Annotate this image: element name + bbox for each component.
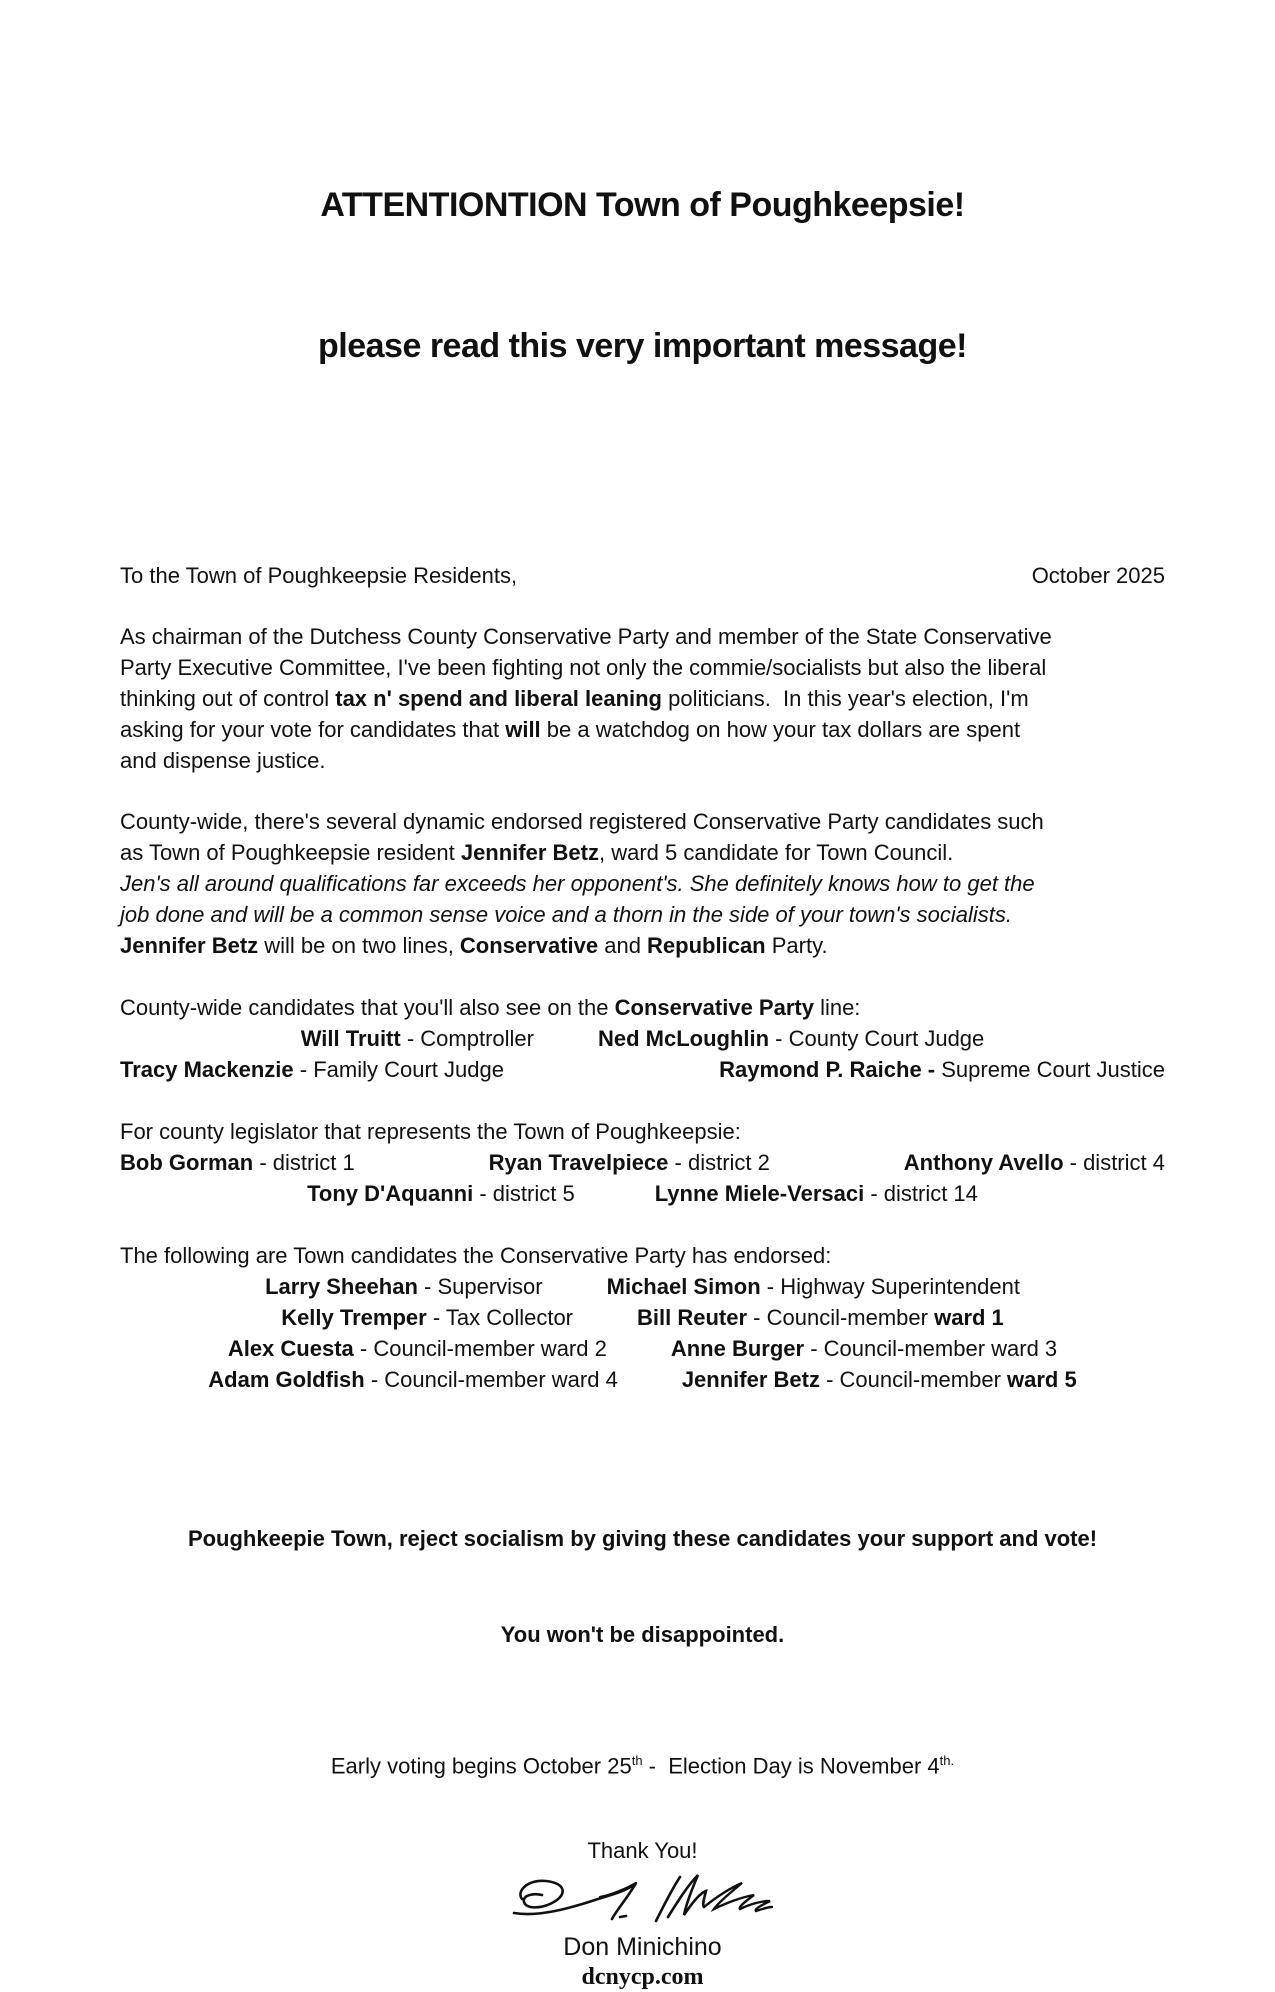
paragraph-2-italic-line: Jen's all around qualifications far exceeds her opponent's. She definitely knows how to get the [120, 871, 1035, 896]
candidate-entry [281, 1302, 573, 1333]
voting-dates-line [120, 1745, 1165, 1781]
countywide-section [120, 992, 1165, 1085]
text-run: , ward 5 candidate for Town Council. [598, 840, 954, 865]
candidate-entry [208, 1364, 618, 1395]
candidate-role: - Highway Superintendent [760, 1274, 1020, 1299]
town-section [120, 1240, 1165, 1395]
candidate-entry [307, 1178, 575, 1209]
legislators-row-1 [120, 1147, 1165, 1178]
countywide-row-2 [120, 1054, 1165, 1085]
countywide-header [120, 992, 1165, 1023]
title-line-1: ATTENTIONTION Town of Poughkeepsie! [320, 186, 965, 224]
paragraph-1-line: Party Executive Committee, I've been fighting not only the commie/socialists but also the liberal [120, 655, 1047, 680]
town-row-4 [120, 1364, 1165, 1395]
text-run: Party. [765, 933, 828, 958]
text-run: line: [813, 995, 861, 1020]
paragraph-2-line: County-wide, there's several dynamic endorsed registered Conservative Party candidates such [120, 809, 1044, 834]
candidate-role: - district 1 [253, 1150, 355, 1175]
candidate-name: Anne Burger [670, 1336, 805, 1361]
countywide-row-1 [120, 1023, 1165, 1054]
signature-image [120, 1868, 1165, 1932]
paragraph-1-line [120, 683, 1165, 714]
candidate-entry [719, 1054, 1165, 1085]
candidate-role: - Council-member [819, 1367, 1008, 1392]
town-header: The following are Town candidates the Conservative Party has endorsed: [120, 1243, 832, 1268]
candidate-name: Bill Reuter [637, 1305, 748, 1330]
town-row-2 [120, 1302, 1165, 1333]
salutation-row [120, 560, 1165, 591]
candidate-role: - Council-member ward 4 [364, 1367, 618, 1392]
candidate-ward-bold: ward 1 [934, 1305, 1004, 1330]
bold-text-run: tax n' spend and liberal leaning [335, 686, 662, 711]
text-run: be a watchdog on how your tax dollars are spent [540, 717, 1021, 742]
candidate-name: Jennifer Betz [681, 1367, 820, 1392]
text-run: politicians. In this year's election, I'm [662, 686, 1029, 711]
candidate-role: - district 4 [1063, 1150, 1165, 1175]
candidate-entry [301, 1023, 534, 1054]
bold-text-run: Conservative [459, 933, 599, 958]
town-row-1 [120, 1271, 1165, 1302]
cta-line-2: You won't be disappointed. [500, 1622, 785, 1647]
text-run: as Town of Poughkeepsie resident [120, 840, 461, 865]
paragraph-2-italic-line: job done and will be a common sense voice and a thorn in the side of your town's socialists. [120, 902, 1013, 927]
candidate-role: - district 2 [668, 1150, 770, 1175]
candidate-role: Supreme Court Justice [935, 1057, 1165, 1082]
paragraph-1-line: As chairman of the Dutchess County Conservative Party and member of the State Conservative [120, 624, 1052, 649]
paragraph-1-line: and dispense justice. [120, 748, 326, 773]
text-run: asking for your vote for candidates that [120, 717, 506, 742]
bold-text-run: Republican [647, 933, 766, 958]
candidate-name: Lynne Miele-Versaci [654, 1181, 865, 1206]
bold-text-run: Jennifer Betz [460, 840, 599, 865]
legislators-row-2 [120, 1178, 1165, 1209]
call-to-action [120, 1459, 1165, 1715]
candidate-role: - Supervisor [417, 1274, 543, 1299]
candidate-entry [637, 1302, 1004, 1333]
candidate-name: Kelly Tremper [281, 1305, 427, 1330]
candidate-role: - Council-member ward 2 [353, 1336, 607, 1361]
paragraph-1-line [120, 714, 1165, 745]
paragraph-1 [120, 621, 1165, 776]
candidate-entry [120, 1147, 355, 1178]
paragraph-2 [120, 806, 1165, 961]
candidate-entry [265, 1271, 543, 1302]
text-run: thinking out of control [120, 686, 336, 711]
candidate-role: - Council-member [747, 1305, 935, 1330]
closing-block [120, 1835, 1165, 1992]
candidate-name: Michael Simon [606, 1274, 761, 1299]
candidate-entry [228, 1333, 607, 1364]
ordinal-superscript: th. [939, 1753, 955, 1768]
candidate-name: Tony D'Aquanni [307, 1181, 474, 1206]
bold-text-run: Conservative Party [614, 995, 814, 1020]
thank-you-line: Thank You! [587, 1838, 698, 1864]
candidate-entry [671, 1333, 1057, 1364]
text-run: County-wide candidates that you'll also see on the [120, 995, 615, 1020]
letter-date: October 2025 [1031, 563, 1165, 588]
candidate-entry [120, 1054, 504, 1085]
candidate-name: Will Truitt [300, 1026, 401, 1051]
candidate-name: Adam Goldfish [208, 1367, 365, 1392]
candidate-role: - district 14 [864, 1181, 978, 1206]
candidate-entry [655, 1178, 978, 1209]
text-run: Early voting begins October 25 [330, 1753, 632, 1779]
candidate-name: Anthony Avello [903, 1150, 1064, 1175]
salutation-to: To the Town of Poughkeepsie Residents, [120, 563, 518, 588]
letter-title [120, 88, 1165, 464]
candidate-name: Tracy Mackenzie [120, 1057, 294, 1082]
ordinal-superscript: th [631, 1753, 643, 1768]
candidate-name: Alex Cuesta [227, 1336, 354, 1361]
candidate-entry [598, 1023, 984, 1054]
signer-name: Don Minichino [563, 1933, 722, 1962]
text-run: - Election Day is November 4 [642, 1753, 940, 1779]
candidate-role: - County Court Judge [769, 1026, 985, 1051]
candidate-name: Larry Sheehan [265, 1274, 418, 1299]
candidate-entry [489, 1147, 770, 1178]
candidate-role: - Tax Collector [426, 1305, 574, 1330]
paragraph-2-line [120, 930, 1165, 961]
website-text: dcnycp.com [581, 1964, 704, 1991]
candidate-name: Raymond P. Raiche - [719, 1057, 936, 1082]
candidate-entry [682, 1364, 1077, 1395]
candidate-name: Bob Gorman [120, 1150, 254, 1175]
candidate-ward-bold: ward 5 [1007, 1367, 1077, 1392]
candidate-role: - Council-member ward 3 [804, 1336, 1058, 1361]
text-run: will be on two lines, [258, 933, 460, 958]
town-row-3 [120, 1333, 1165, 1364]
text-run: and [598, 933, 648, 958]
candidate-entry [607, 1271, 1020, 1302]
legislators-section [120, 1116, 1165, 1209]
title-line-2: please read this very important message! [318, 327, 967, 365]
candidate-role: - Comptroller [400, 1026, 534, 1051]
legislators-header: For county legislator that represents the Town of Poughkeepsie: [120, 1119, 741, 1144]
bold-text-run: will [505, 717, 541, 742]
bold-text-run: Jennifer Betz [120, 933, 259, 958]
handwritten-signature-icon [508, 1869, 778, 1931]
candidate-role: - district 5 [473, 1181, 575, 1206]
candidate-name: Ryan Travelpiece [488, 1150, 669, 1175]
cta-line-1: Poughkeepie Town, reject socialism by giving these candidates your support and vote! [187, 1526, 1098, 1551]
paragraph-2-line [120, 837, 1165, 868]
candidate-role: - Family Court Judge [293, 1057, 504, 1082]
candidate-name: Ned McLoughlin [597, 1026, 770, 1051]
candidate-entry [904, 1147, 1165, 1178]
